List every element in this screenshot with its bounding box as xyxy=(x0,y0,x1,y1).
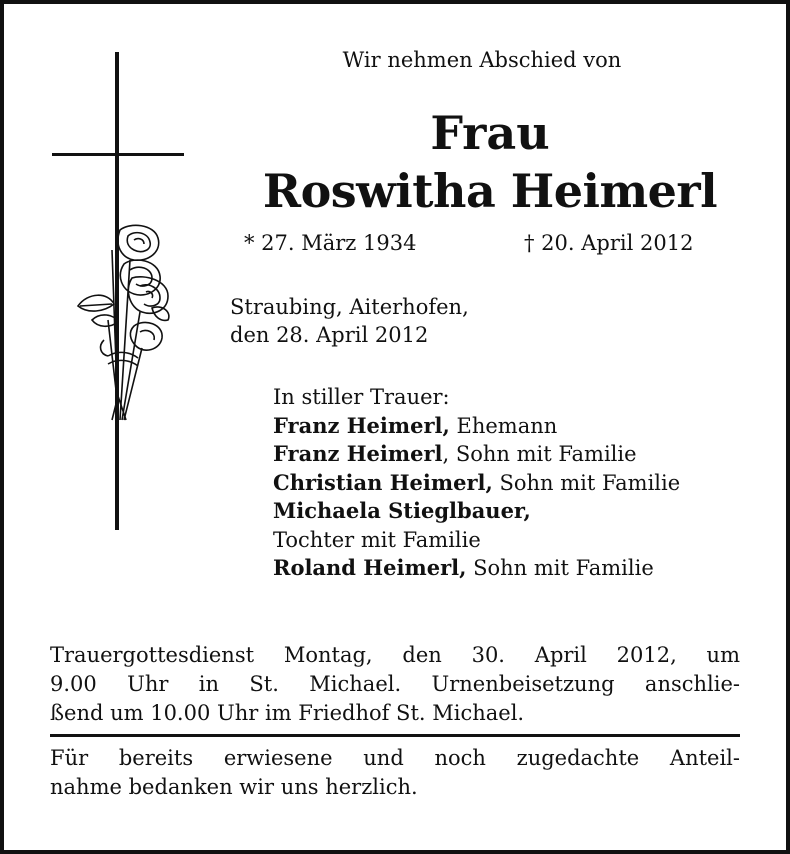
mourner-relation: , Sohn mit Familie xyxy=(442,442,637,466)
cross-bar xyxy=(52,153,184,156)
place-date xyxy=(230,293,469,349)
date-line: den 28. April 2012 xyxy=(230,323,429,347)
list-item xyxy=(273,440,680,469)
mourning-heading: In stiller Trauer: xyxy=(273,385,450,409)
service-text xyxy=(50,641,740,728)
mourner-name: Franz Heimerl xyxy=(273,441,443,466)
divider xyxy=(50,734,740,737)
mourner-relation: Ehemann xyxy=(449,413,558,438)
mourner-name: Franz Heimerl, xyxy=(273,412,450,438)
thanks-line: Für bereits erwiesene und noch zugedachte Anteil- xyxy=(50,746,740,770)
birth-date: * 27. März 1934 xyxy=(244,231,417,255)
mourners-list xyxy=(273,384,680,583)
mourner-relation: Sohn mit Familie xyxy=(466,556,654,580)
deceased-name: Roswitha Heimerl xyxy=(262,164,718,218)
mourner-name: Roland Heimerl, xyxy=(273,555,467,580)
deceased-title: Frau xyxy=(430,106,550,160)
list-item xyxy=(273,497,680,526)
mourner-name: Christian Heimerl, xyxy=(273,469,493,495)
mourner-relation: Tochter mit Familie xyxy=(273,527,481,552)
death-date: † 20. April 2012 xyxy=(524,231,694,255)
list-item xyxy=(273,469,680,498)
thanks-text xyxy=(50,744,740,802)
list-item xyxy=(273,526,680,555)
service-line: Trauergottesdienst Montag, den 30. April 2012, um xyxy=(50,643,740,667)
mourner-name: Michaela Stieglbauer, xyxy=(273,498,531,523)
mourner-relation: Sohn mit Familie xyxy=(492,470,681,495)
intro-text: Wir nehmen Abschied von xyxy=(342,48,622,72)
roses-icon xyxy=(68,220,178,430)
list-item xyxy=(273,412,680,441)
thanks-line: nahme bedanken wir uns herzlich. xyxy=(50,775,418,799)
list-item xyxy=(273,554,680,583)
place-line: Straubing, Aiterhofen, xyxy=(230,295,469,319)
service-line: 9.00 Uhr in St. Michael. Urnenbeisetzung anschlie- xyxy=(50,672,740,696)
service-line: ßend um 10.00 Uhr im Friedhof St. Michael. xyxy=(50,701,525,725)
